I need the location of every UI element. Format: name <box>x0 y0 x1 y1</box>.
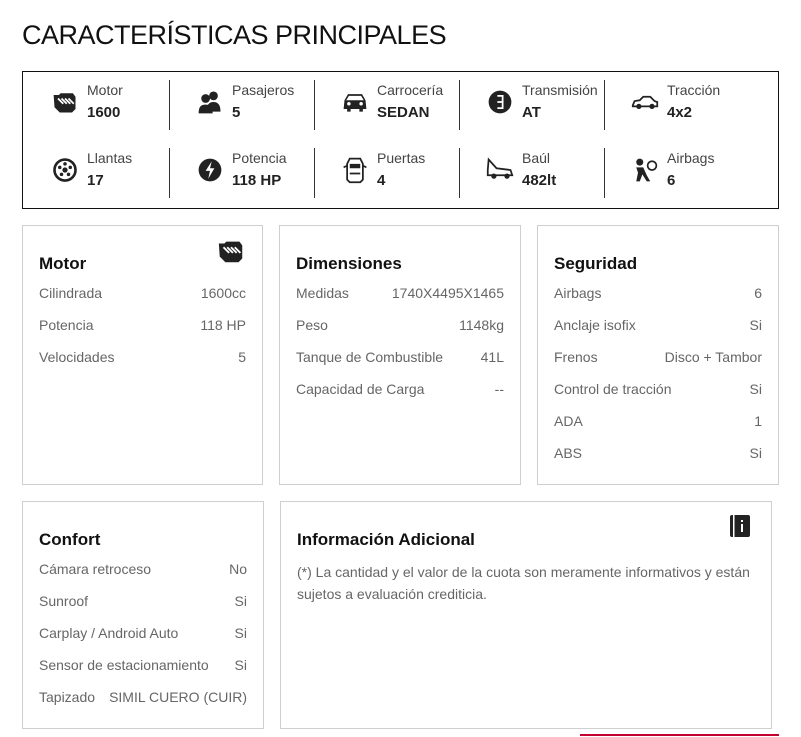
spec-row <box>39 349 246 381</box>
summary-value: SEDAN <box>377 104 430 121</box>
spec-row <box>39 317 246 349</box>
spec-row <box>296 349 504 381</box>
spec-value: Si <box>234 593 247 609</box>
spec-value: 1740X4495X1465 <box>391 285 504 301</box>
summary-value: AT <box>522 104 541 121</box>
spec-label: Tapizado <box>39 689 96 705</box>
spec-row <box>554 349 762 381</box>
spec-value: Si <box>749 445 762 461</box>
separator <box>459 80 460 130</box>
summary-item-motor <box>27 72 172 124</box>
spec-value: 6 <box>754 285 762 301</box>
spec-row <box>296 317 504 349</box>
summary-label: Pasajeros <box>232 82 295 98</box>
spec-label: Carplay / Android Auto <box>39 625 179 641</box>
spec-row <box>554 445 762 477</box>
car-front-icon <box>339 86 371 118</box>
spec-value: 1148kg <box>459 317 504 333</box>
summary-item-transmision <box>462 72 607 124</box>
spec-row <box>554 285 762 317</box>
wheel-icon <box>49 154 81 186</box>
spec-value: Si <box>234 657 247 673</box>
card-dimensiones <box>279 225 521 485</box>
separator <box>169 80 170 130</box>
car-side-icon <box>629 86 661 118</box>
transmission-icon <box>484 86 516 118</box>
summary-item-baul <box>462 140 607 192</box>
spec-label: Cámara retroceso <box>39 561 152 577</box>
spec-list <box>296 285 504 413</box>
spec-value: SIMIL CUERO (CUIR) <box>109 689 247 705</box>
summary-item-pasajeros <box>172 72 317 124</box>
summary-label: Motor <box>87 82 123 98</box>
spec-value: Disco + Tambor <box>664 349 762 365</box>
spec-list <box>554 285 762 477</box>
summary-label: Tracción <box>667 82 721 98</box>
spec-row <box>39 285 246 317</box>
accent-divider <box>580 734 779 736</box>
spec-label: Sunroof <box>39 593 89 609</box>
spec-label: ADA <box>554 413 583 429</box>
spec-label: ABS <box>554 445 583 461</box>
spec-row <box>39 625 247 657</box>
summary-label: Airbags <box>667 150 715 166</box>
card-motor <box>22 225 263 485</box>
card-seguridad <box>537 225 779 485</box>
trunk-icon <box>484 154 516 186</box>
separator <box>604 80 605 130</box>
airbag-icon <box>629 154 661 186</box>
summary-value: 1600 <box>87 104 121 121</box>
spec-label: Peso <box>296 317 328 333</box>
spec-value: 1 <box>754 413 762 429</box>
separator <box>459 148 460 198</box>
spec-list <box>39 285 246 381</box>
card-title: Confort <box>39 530 101 549</box>
spec-row <box>296 381 504 413</box>
engine-icon <box>49 86 81 118</box>
card-title: Seguridad <box>554 254 638 273</box>
spec-value: 1600cc <box>200 285 246 301</box>
power-icon <box>194 154 226 186</box>
summary-value: 17 <box>87 172 104 189</box>
spec-row <box>554 381 762 413</box>
spec-label: Velocidades <box>39 349 115 365</box>
summary-item-traccion <box>607 72 752 124</box>
summary-value: 482lt <box>522 172 557 189</box>
summary-label: Transmisión <box>522 82 598 98</box>
spec-label: Tanque de Combustible <box>296 349 444 365</box>
spec-label: Cilindrada <box>39 285 103 301</box>
door-icon <box>339 154 371 186</box>
spec-row <box>554 413 762 445</box>
spec-label: Sensor de estacionamiento <box>39 657 209 673</box>
spec-value: Si <box>749 317 762 333</box>
separator <box>169 148 170 198</box>
summary-value: 6 <box>667 172 676 189</box>
summary-item-carroceria <box>317 72 462 124</box>
summary-value: 4x2 <box>667 104 693 121</box>
spec-list <box>39 561 247 721</box>
spec-row <box>39 593 247 625</box>
spec-value: -- <box>494 381 504 397</box>
summary-label: Baúl <box>522 150 551 166</box>
summary-grid <box>22 71 779 209</box>
spec-value: 5 <box>238 349 246 365</box>
disclaimer-text: (*) La cantidad y el valor de la cuota son meramente informativos y están sujetos a evaluación crediticia. <box>297 564 750 602</box>
card-title: Motor <box>39 254 87 273</box>
summary-item-potencia <box>172 140 317 192</box>
spec-value: No <box>229 561 247 577</box>
spec-row <box>39 657 247 689</box>
separator <box>604 148 605 198</box>
summary-label: Puertas <box>377 150 426 166</box>
spec-label: Frenos <box>554 349 598 365</box>
summary-item-airbags <box>607 140 752 192</box>
spec-label: Potencia <box>39 317 94 333</box>
separator <box>314 148 315 198</box>
spec-row <box>296 285 504 317</box>
summary-label: Carrocería <box>377 82 444 98</box>
spec-row <box>554 317 762 349</box>
spec-value: 41L <box>480 349 504 365</box>
summary-value: 4 <box>377 172 386 189</box>
card-confort <box>22 501 264 729</box>
summary-value: 5 <box>232 104 241 121</box>
summary-label: Llantas <box>87 150 133 166</box>
spec-value: Si <box>749 381 762 397</box>
summary-value: 118 HP <box>232 172 282 189</box>
summary-item-puertas <box>317 140 462 192</box>
spec-row <box>39 561 247 593</box>
spec-value: Si <box>234 625 247 641</box>
spec-row <box>39 689 247 721</box>
card-title: Información Adicional <box>297 530 475 549</box>
spec-label: Medidas <box>296 285 349 301</box>
spec-label: Capacidad de Carga <box>296 381 425 397</box>
card-title: Dimensiones <box>296 254 402 273</box>
page-title: CARACTERÍSTICAS PRINCIPALES <box>22 20 447 50</box>
summary-item-llantas <box>27 140 172 192</box>
spec-label: Control de tracción <box>554 381 672 397</box>
card-info-adicional <box>280 501 772 729</box>
info-book-icon <box>729 514 751 543</box>
separator <box>314 80 315 130</box>
spec-label: Anclaje isofix <box>554 317 636 333</box>
spec-value: 118 HP <box>200 317 246 333</box>
engine-icon <box>216 236 246 271</box>
summary-label: Potencia <box>232 150 287 166</box>
passengers-icon <box>194 86 226 118</box>
spec-label: Airbags <box>554 285 602 301</box>
